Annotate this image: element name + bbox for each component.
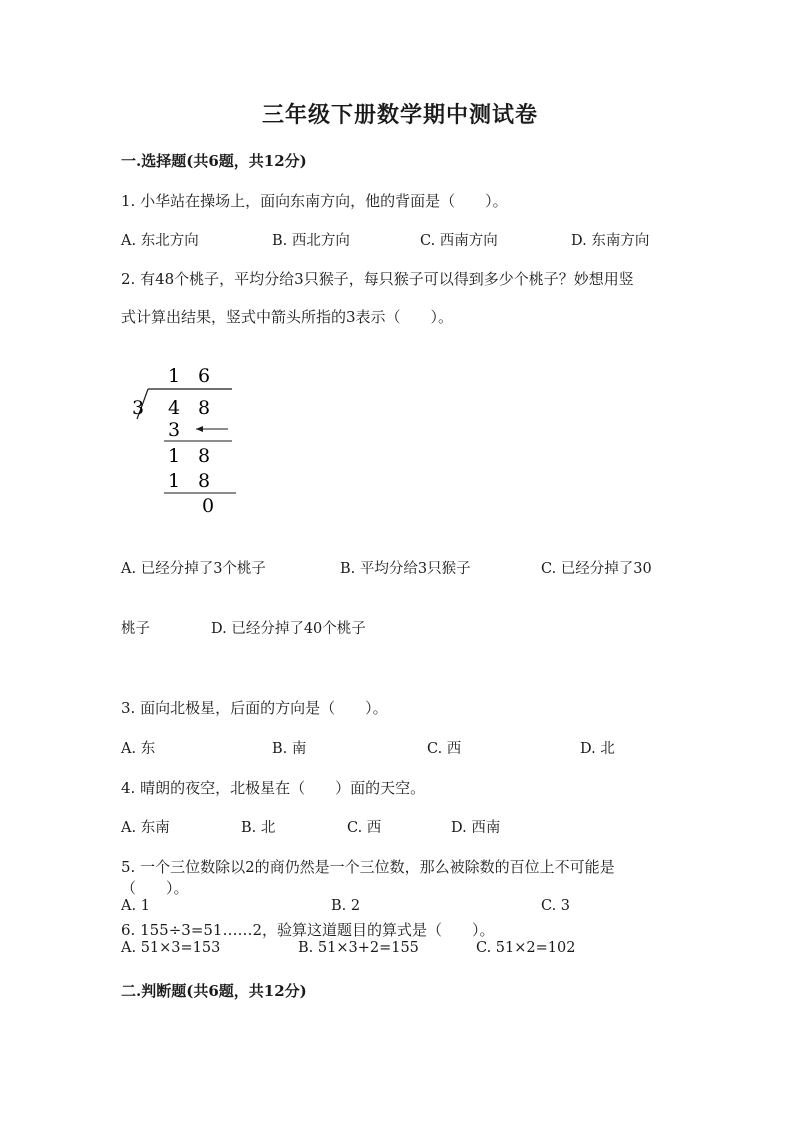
question-6-stem: 6. 155÷3=51……2，验算这道题目的算式是（ ）。 — [121, 921, 495, 939]
question-6-option-b[interactable]: B. 51×3+2=155 — [298, 940, 419, 956]
question-2-option-d[interactable]: D. 已经分掉了40个桃子 — [211, 621, 366, 637]
question-5-stem-line-2: （ ）。 — [121, 879, 189, 897]
question-3-stem: 3. 面向北极星，后面的方向是（ ）。 — [121, 699, 388, 717]
second-dividend-digit-tens: 1 — [168, 445, 181, 467]
question-2-option-a[interactable]: A. 已经分掉了3个桃子 — [121, 561, 266, 577]
second-product-digit-tens: 1 — [168, 470, 181, 492]
question-4-stem: 4. 晴朗的夜空，北极星在（ ）面的天空。 — [121, 779, 426, 797]
question-4-option-d[interactable]: D. 西南 — [451, 820, 501, 836]
question-2-option-c[interactable]: C. 已经分掉了30 — [541, 561, 652, 577]
question-4-option-a[interactable]: A. 东南 — [121, 820, 170, 836]
question-4-option-b[interactable]: B. 北 — [241, 820, 276, 836]
question-3-option-c[interactable]: C. 西 — [427, 741, 462, 757]
dividend-digit-ones: 8 — [198, 397, 211, 419]
question-2-option-b[interactable]: B. 平均分给3只猴子 — [340, 561, 471, 577]
question-1-option-d[interactable]: D. 东南方向 — [571, 233, 650, 249]
question-2-option-c-continued[interactable]: 桃子 — [121, 621, 150, 637]
quotient-digit-tens: 1 — [168, 365, 181, 387]
arrow-head-icon — [196, 426, 203, 432]
question-6-option-c[interactable]: C. 51×2=102 — [476, 940, 576, 956]
section-heading-choice: 一.选择题(共6题，共12分) — [121, 152, 307, 170]
divisor: 3 — [132, 397, 145, 419]
question-3-option-b[interactable]: B. 南 — [272, 741, 307, 757]
question-5-option-a[interactable]: A. 1 — [121, 898, 150, 914]
question-3-option-a[interactable]: A. 东 — [121, 741, 156, 757]
question-6-option-a[interactable]: A. 51×3=153 — [121, 940, 221, 956]
question-5-option-b[interactable]: B. 2 — [331, 898, 361, 914]
page-title: 三年级下册数学期中测试卷 — [261, 102, 538, 128]
section-heading-judgement: 二.判断题(共6题，共12分) — [121, 982, 307, 1000]
first-product-digit: 3 — [168, 419, 181, 441]
question-4-option-c[interactable]: C. 西 — [347, 820, 382, 836]
second-dividend-digit-ones: 8 — [198, 445, 211, 467]
second-product-digit-ones: 8 — [198, 470, 211, 492]
question-1-stem: 1. 小华站在操场上，面向东南方向，他的背面是（ ）。 — [121, 192, 508, 210]
question-2-stem-line-1: 2. 有48个桃子，平均分给3只猴子，每只猴子可以得到多少个桃子？妙想用竖 — [121, 270, 634, 288]
quotient-digit-ones: 6 — [198, 365, 211, 387]
long-division-figure — [128, 362, 248, 522]
question-2-stem-line-2: 式计算出结果，竖式中箭头所指的3表示（ ）。 — [121, 308, 454, 326]
dividend-digit-tens: 4 — [168, 397, 181, 419]
question-1-option-c[interactable]: C. 西南方向 — [420, 233, 498, 249]
question-1-option-b[interactable]: B. 西北方向 — [272, 233, 350, 249]
remainder: 0 — [202, 495, 215, 517]
question-3-option-d[interactable]: D. 北 — [580, 741, 615, 757]
question-5-option-c[interactable]: C. 3 — [541, 898, 571, 914]
question-1-option-a[interactable]: A. 东北方向 — [121, 233, 199, 249]
question-5-stem-line-1: 5. 一个三位数除以2的商仍然是一个三位数，那么被除数的百位上不可能是 — [121, 858, 615, 876]
